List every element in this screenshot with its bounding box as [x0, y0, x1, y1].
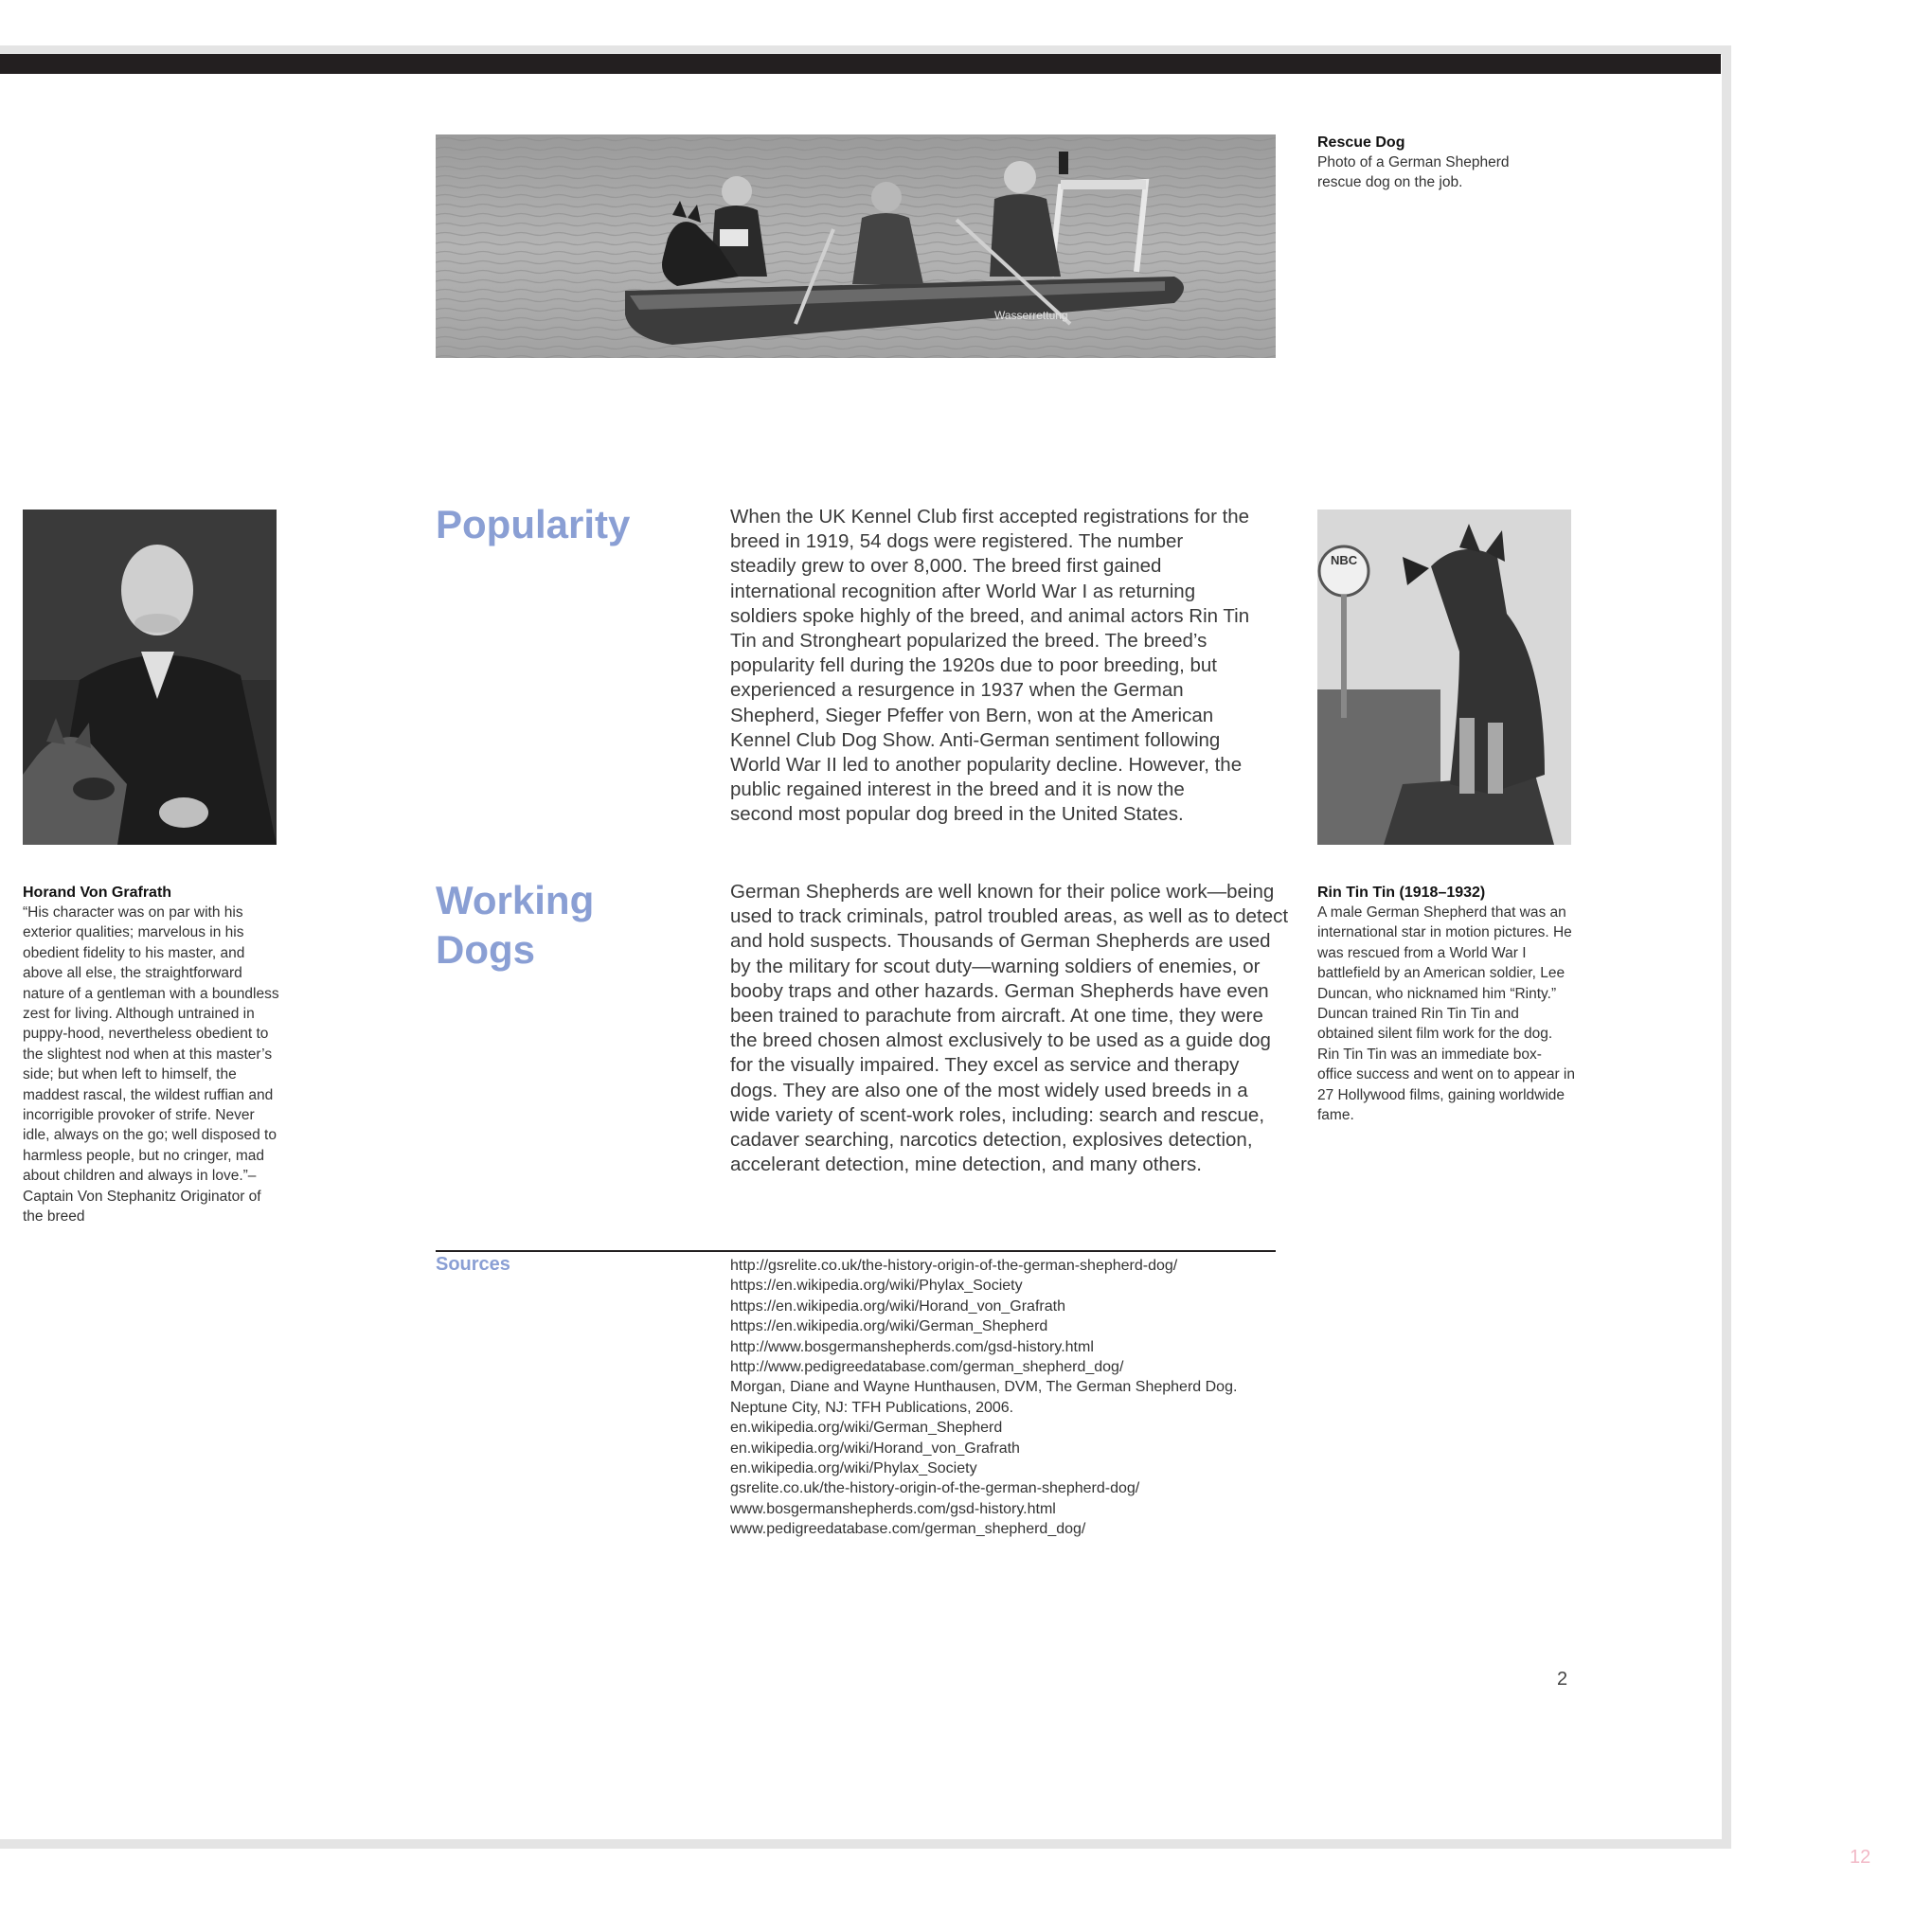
- source-item[interactable]: www.pedigreedatabase.com/german_shepherd_dog/: [730, 1521, 1086, 1538]
- rintintin-caption-text: A male German Shepherd that was an international star in motion pictures. He was rescued from a World War I battlefield by an American soldier, Lee Duncan, who nicknamed him “Rinty.” Duncan trained Rin Tin Tin and obtained silent film work for the dog. Rin Tin Tin was an immediate box-office success and went on to appear in 27 Hollywood films, gaining worldwide fame.: [1317, 904, 1575, 1124]
- rintintin-caption: [1317, 883, 1575, 1125]
- popularity-body: When the UK Kennel Club first accepted registrations for the breed in 1919, 54 dogs were registered. The number steadily grew to over 8,000. The breed first gained international recognition after World War I as returning soldiers spoke highly of the breed, and animal actors Rin Tin Tin and Strongheart popularized the breed. The breed’s popularity fell during the 1920s due to poor breeding, but experienced a resurgence in 1937 when the German Shepherd, Sieger Pfeffer von Bern, won at the American Kennel Club Dog Show. Anti-German sentiment following World War II led to another popularity decline. However, the public regained interest in the breed and it is now the second most popular dog breed in the United States.: [730, 506, 1250, 826]
- rescue-dog-caption-text: Photo of a German Shepherd rescue dog on the job.: [1317, 154, 1510, 191]
- source-item[interactable]: gsrelite.co.uk/the-history-origin-of-the-german-shepherd-dog/: [730, 1480, 1140, 1497]
- source-item[interactable]: https://en.wikipedia.org/wiki/German_Shepherd: [730, 1318, 1048, 1335]
- sources-rule: [436, 1250, 1276, 1252]
- horand-caption: [23, 883, 280, 1227]
- sources-list: [730, 1256, 1298, 1540]
- rescue-dog-caption: [1317, 133, 1545, 193]
- microphone-lettering: NBC: [1331, 553, 1358, 567]
- source-item: Neptune City, NJ: TFH Publications, 2006.: [730, 1399, 1014, 1416]
- source-item: Morgan, Diane and Wayne Hunthausen, DVM, The German Shepherd Dog.: [730, 1379, 1238, 1396]
- working-dogs-body: German Shepherds are well known for their police work—being used to track criminals, patrol troubled areas, as well as to detect and hold suspects. Thousands of German Shepherds are used by the military for scout duty—warning soldiers of enemies, or booby traps and other hazards. German Shepherds have even been trained to parachute from aircraft. At one time, they were the breed chosen almost exclusively to be used as a guide dog for the visually impaired. They excel as service and therapy dogs. They are also one of the most widely used breeds in a wide variety of scent-work roles, including: search and rescue, cadaver searching, narcotics detection, explosives detection, accelerant detection, mine detection, and many others.: [730, 881, 1289, 1176]
- horand-portrait-photo: [23, 510, 277, 845]
- source-item[interactable]: https://en.wikipedia.org/wiki/Phylax_Society: [730, 1278, 1023, 1295]
- source-item[interactable]: http://gsrelite.co.uk/the-history-origin-of-the-german-shepherd-dog/: [730, 1258, 1178, 1274]
- source-item[interactable]: www.bosgermanshepherds.com/gsd-history.html: [730, 1500, 1056, 1517]
- source-item[interactable]: en.wikipedia.org/wiki/German_Shepherd: [730, 1420, 1003, 1437]
- horand-caption-title: Horand Von Grafrath: [23, 885, 172, 901]
- popularity-heading: Popularity: [436, 502, 631, 546]
- rintintin-caption-title: Rin Tin Tin (1918–1932): [1317, 885, 1486, 901]
- working-dogs-heading: [436, 876, 594, 975]
- rintintin-photo: [1317, 510, 1571, 845]
- source-item[interactable]: https://en.wikipedia.org/wiki/Horand_von_Grafrath: [730, 1297, 1065, 1315]
- top-bar: [0, 54, 1721, 74]
- horand-caption-text: “His character was on par with his exterior qualities; marvelous in his obedient fidelity to his master, and above all else, the straightforward nature of a gentleman with a boundless zest for living. Although untrained in puppy-hood, nevertheless obedient to the slightest nod when at this master’s side; but when left to himself, the maddest rascal, the wildest ruffian and incorrigible provoker of strife. Never idle, always on the go; well disposed to harmless people, but no cringer, mad about children and always in love.”–Captain Von Stephanitz Originator of the breed: [23, 904, 279, 1225]
- source-item[interactable]: http://www.pedigreedatabase.com/german_shepherd_dog/: [730, 1359, 1124, 1376]
- boat-lettering: Wasserrettung: [994, 309, 1068, 322]
- sources-label: Sources: [436, 1254, 510, 1275]
- folio-number: 12: [1850, 1847, 1871, 1868]
- working-dogs-heading-line1: Working: [436, 878, 595, 922]
- rescue-dog-photo: [436, 134, 1276, 358]
- working-dogs-heading-line2: Dogs: [436, 927, 535, 972]
- rescue-dog-caption-title: Rescue Dog: [1317, 134, 1405, 151]
- source-item[interactable]: en.wikipedia.org/wiki/Horand_von_Grafrath: [730, 1440, 1020, 1457]
- source-item[interactable]: http://www.bosgermanshepherds.com/gsd-history.html: [730, 1338, 1094, 1355]
- source-item[interactable]: en.wikipedia.org/wiki/Phylax_Society: [730, 1460, 977, 1477]
- page-number: 2: [1557, 1669, 1568, 1690]
